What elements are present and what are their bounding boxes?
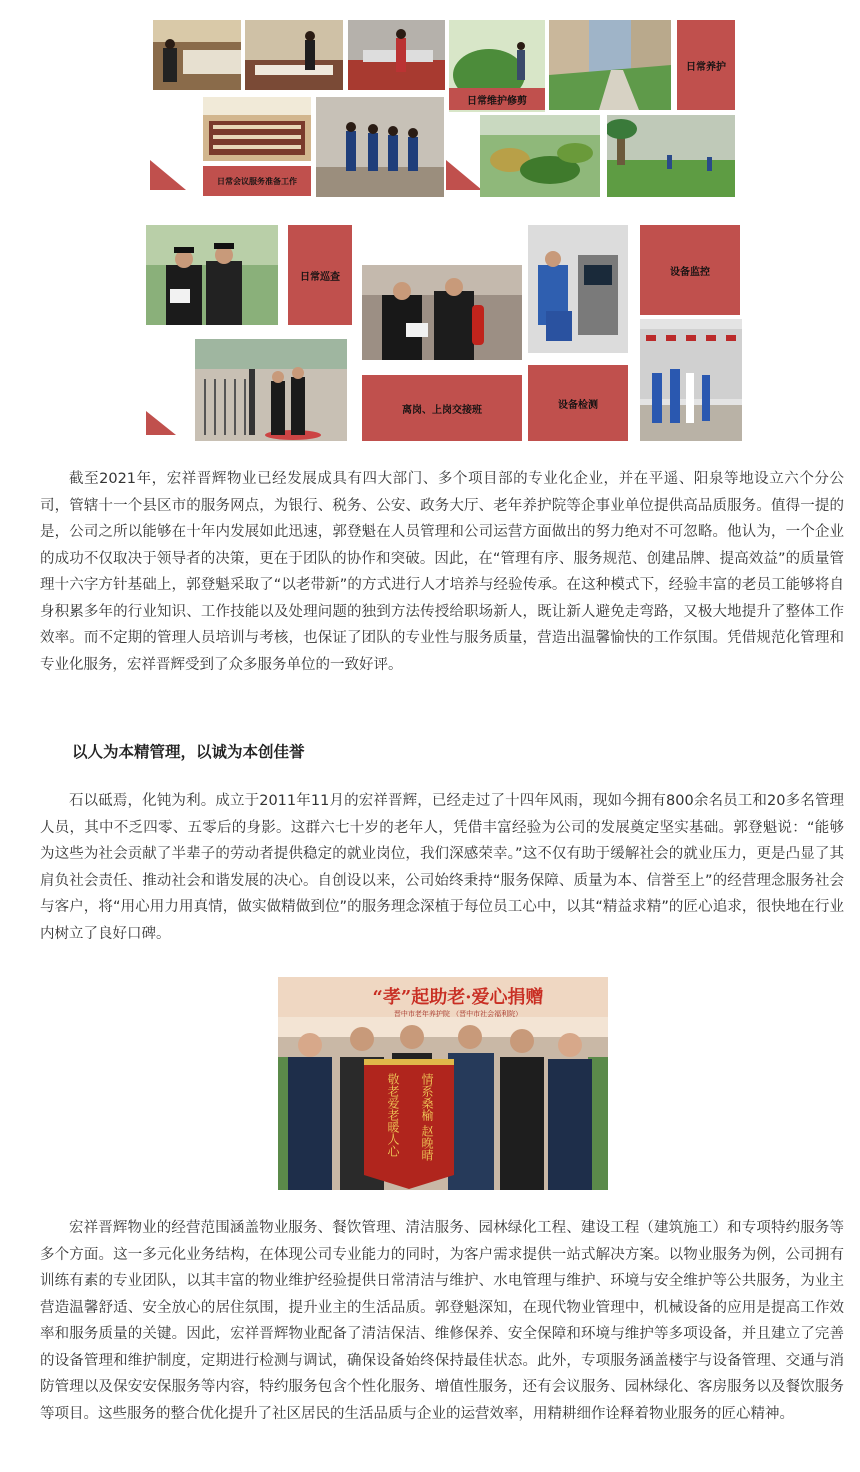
photo-equipment-monitoring	[528, 225, 628, 353]
photo-electrical-room	[640, 319, 742, 441]
photo-donation-ceremony	[278, 977, 608, 1190]
photo-residential-garden	[549, 20, 671, 110]
photo-gate-handover	[195, 339, 347, 441]
pennant-text-right: 情系桑榆 赵晚晴	[420, 1073, 434, 1161]
label-maintenance	[449, 88, 545, 110]
label-gardening	[677, 20, 735, 110]
corner-decoration	[150, 160, 190, 190]
collage-bottom	[0, 215, 860, 445]
label-monitor-text: 设备监控	[670, 266, 710, 278]
label-meeting	[203, 166, 311, 196]
label-patrol-text: 日常巡查	[300, 271, 340, 283]
paragraph-company-history: 石以砥焉，化钝为利。成立于2011年11月的宏祥晋辉，已经走过了十四年风雨，现如今拥有800余名员工和20多名管理人员，其中不乏四零、五零后的身影。这群六七十岁的老年人，凭借丰富经验为公司的发展奠定坚实基础。郭登魁说：“能够为这些为社会贡献了半辈子的劳动者提供稳定的就业岗位，我们深感荣幸。”这不仅有助于缓解社会的就业压力，更是凸显了其肩负社会责任、推动社会和谐发展的决心。自创设以来，公司始终秉持“服务保障、质量为本、信誉至上”的经营理念服务社会与客户，将“用心用力用真情，做实做精做到位”的服务理念深植于每位员工心中，以其“精益求精”的匠心追求，很快地在行业内树立了良好口碑。	[40, 793, 844, 942]
ceremony-banner-sub-text: 晋中市老年养护院 （晋中市社会福利院）	[393, 1010, 523, 1018]
label-maintenance-text: 日常维护修剪	[467, 95, 527, 107]
label-gardening-text: 日常养护	[686, 61, 726, 73]
collage-top	[0, 0, 860, 215]
photo-staff-lineup	[316, 97, 444, 197]
photo-hedge-garden	[480, 115, 600, 197]
ceremony-banner-sub	[348, 1009, 568, 1019]
label-meeting-text: 日常会议服务准备工作	[217, 176, 297, 186]
section-heading: 以人为本精管理，以诚为本创佳誉	[72, 743, 305, 761]
ceremony-banner	[338, 983, 578, 1009]
pennant-text-left: 敬老爱老暖人心	[386, 1073, 400, 1157]
label-patrol	[288, 225, 352, 325]
photo-lawn-workers	[607, 115, 735, 197]
photo-hall-setup	[348, 20, 445, 90]
label-handover-text: 离岗、上岗交接班	[402, 404, 482, 416]
label-inspection	[528, 365, 628, 441]
corner-decoration	[146, 411, 180, 435]
label-monitor	[640, 225, 740, 315]
label-handover	[362, 375, 522, 441]
photo-security-patrol	[146, 225, 278, 325]
photo-fire-extinguisher-check	[362, 265, 522, 360]
photo-meeting-table	[245, 20, 343, 90]
paragraph-business-scope: 宏祥晋辉物业的经营范围涵盖物业服务、餐饮管理、清洁服务、园林绿化工程、建设工程（建筑施工）和专项特约服务等多个方面。这一多元化业务结构，在体现公司专业能力的同时，为客户需求提供一站式解决方案。以物业服务为例，公司拥有训练有素的专业团队，以其丰富的物业维护经验提供日常清洁与维护、水电管理与维护、环境与安全维护等公共服务，为业主营造温馨舒适、安全放心的居住氛围，提升业主的生活品质。郭登魁深知，在现代物业管理中，机械设备的应用是提高工作效率和服务质量的关键。因此，宏祥晋辉物业配备了清洁保洁、维修保养、安全保障和环境与维护等多项设备，并且建立了完善的设备管理和维护制度，定期进行检测与调试，确保设备始终保持最佳状态。此外，专项服务涵盖楼宇与设备管理、交通与消防管理以及保安安保服务等内容，特约服务包含个性化服务、增值性服务，还有会议服务、园林绿化、客房服务以及餐饮服务等项目。这些服务的整合优化提升了社区居民的生活品质与企业的运营效率，用精耕细作诠释着物业服务的匠心精神。	[40, 1220, 844, 1422]
ceremony-banner-text: “孝”起助老·爱心捐赠	[372, 987, 544, 1008]
photo-meeting-service	[153, 20, 241, 90]
paragraph-company-development: 截至2021年，宏祥晋辉物业已经发展成具有四大部门、多个项目部的专业化企业，并在平遥、阳泉等地设立六个分公司，管辖十一个县区市的服务网点，为银行、税务、公安、政务大厅、老年养护院等企事业单位提供高品质服务。值得一提的是，公司之所以能够在十年内发展如此迅速，郭登魁在人员管理和公司运营方面做出的努力绝对不可忽略。他认为，一个企业的成功不仅取决于领导者的决策，更在于团队的协作和突破。因此，在“管理有序、服务规范、创建品牌、提高效益”的质量管理十六字方针基础上，郭登魁采取了“以老带新”的方式进行人才培养与经验传承。在这种模式下，经验丰富的老员工能够将自身积累多年的行业知识、工作技能以及处理问题的独到方法传授给职场新人，既让新人避免走弯路，又极大地提升了整体工作效率。而不定期的管理人员培训与考核，也保证了团队的专业性与服务质量，营造出温馨愉快的工作氛围。凭借规范化管理和专业化服务，宏祥晋辉受到了众多服务单位的一致好评。	[40, 471, 844, 673]
photo-conference-hall	[203, 97, 311, 161]
label-inspection-text: 设备检测	[558, 399, 598, 411]
